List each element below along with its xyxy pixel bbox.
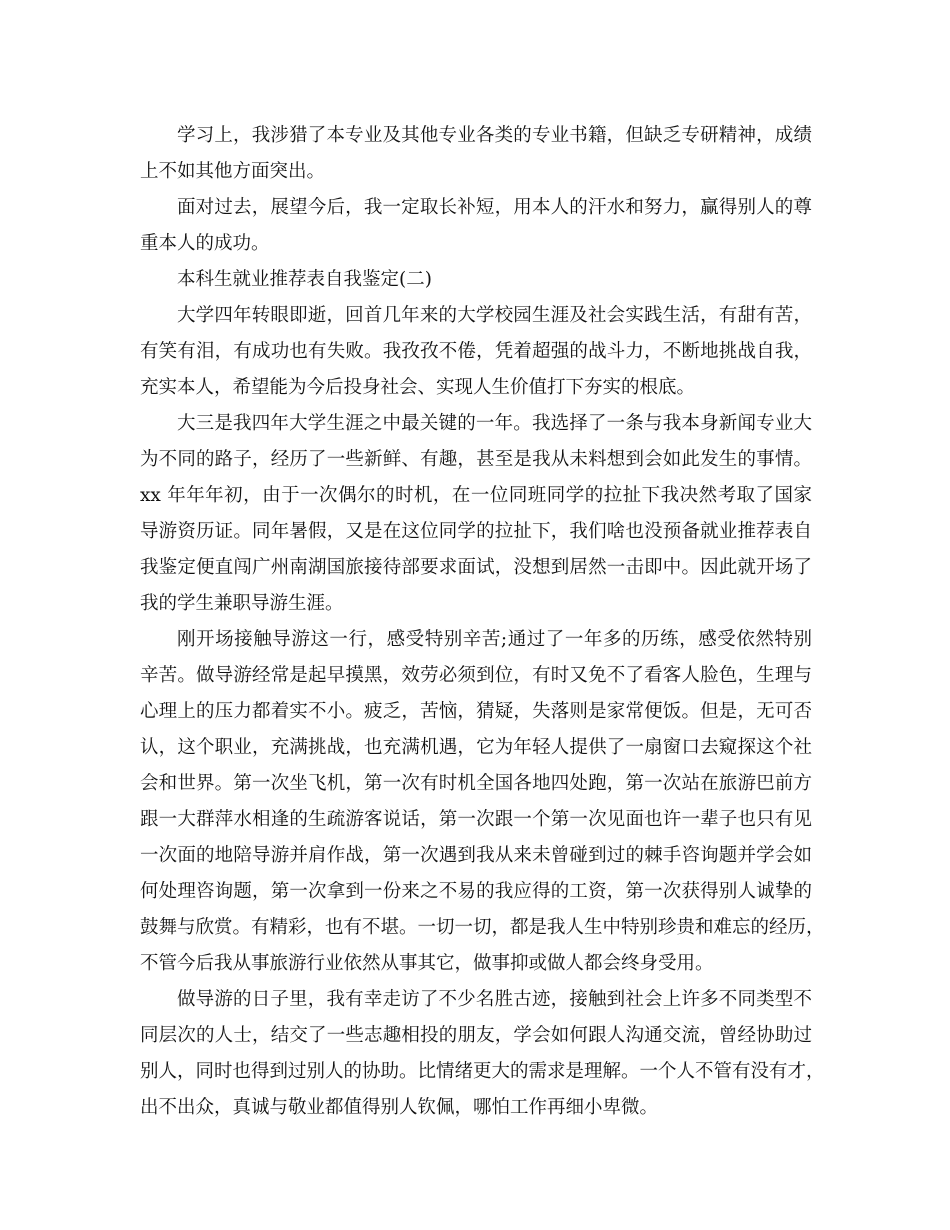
text-line: 为不同的路子，经历了一些新鲜、有趣，甚至是我从未料想到会如此发生的事情。 [140, 449, 812, 470]
text-line: 同层次的人士，结交了一些志趣相投的朋友，学会如何跟人沟通交流，曾经协助过 [140, 1025, 812, 1046]
text-line: 学习上，我涉猎了本专业及其他专业各类的专业书籍，但缺乏专研精神，成绩 [177, 125, 812, 146]
text-line: 何处理咨询题，第一次拿到一份来之不易的我应得的工资，第一次获得别人诚挚的 [140, 881, 812, 902]
text-line: 重本人的成功。 [140, 233, 270, 254]
text-line: 别人，同时也得到过别人的协助。比情绪更大的需求是理解。一个人不管有没有才， [140, 1061, 825, 1082]
text-line: 跟一大群萍水相逢的生疏游客说话，第一次跟一个第一次见面也许一辈子也只有见 [140, 809, 812, 830]
text-line: 做导游的日子里，我有幸走访了不少名胜古迹，接触到社会上许多不同类型不 [177, 989, 812, 1010]
text-line: 面对过去，展望今后，我一定取长补短，用本人的汗水和努力，赢得别人的尊 [177, 197, 812, 218]
text-line: 本科生就业推荐表自我鉴定(二) [177, 269, 432, 290]
text-line: 辛苦。做导游经常是起早摸黑，效劳必须到位，有时又免不了看客人脸色，生理与 [140, 665, 812, 686]
text-line: 不管今后我从事旅游行业依然从事其它，做事抑或做人都会终身受用。 [140, 953, 714, 974]
text-line: 刚开场接触导游这一行，感受特别辛苦;通过了一年多的历练，感受依然特别 [177, 629, 812, 650]
text-line: 有笑有泪，有成功也有失败。我孜孜不倦，凭着超强的战斗力，不断地挑战自我， [140, 341, 812, 362]
text-line: 导游资历证。同年暑假，又是在这位同学的拉扯下，我们啥也没预备就业推荐表自 [140, 521, 812, 542]
text-line: 充实本人，希望能为今后投身社会、实现人生价值打下夯实的根底。 [140, 377, 696, 398]
text-line: 会和世界。第一次坐飞机，第一次有时机全国各地四处跑，第一次站在旅游巴前方 [140, 773, 812, 794]
text-line: xx 年年年初，由于一次偶尔的时机，在一位同班同学的拉扯下我决然考取了国家 [140, 485, 812, 506]
text-line: 大学四年转眼即逝，回首几年来的大学校园生涯及社会实践生活，有甜有苦， [177, 305, 812, 326]
text-line: 我鉴定便直闯广州南湖国旅接待部要求面试，没想到居然一击即中。因此就开场了 [140, 557, 812, 578]
text-line: 出不出众，真诚与敬业都值得别人钦佩，哪怕工作再细小卑微。 [140, 1097, 659, 1118]
text-line: 认，这个职业，充满挑战，也充满机遇，它为年轻人提供了一扇窗口去窥探这个社 [140, 737, 812, 758]
text-line: 心理上的压力都着实不小。疲乏，苦恼，猜疑，失落则是家常便饭。但是，无可否 [140, 701, 812, 722]
document-body [140, 118, 825, 1126]
text-line: 一次面的地陪导游并肩作战，第一次遇到我从来未曾碰到过的棘手咨询题并学会如 [140, 845, 812, 866]
text-line: 上不如其他方面突出。 [140, 161, 326, 182]
text-line: 我的学生兼职导游生涯。 [140, 593, 344, 614]
text-line: 鼓舞与欣赏。有精彩，也有不堪。一切一切，都是我人生中特别珍贵和难忘的经历， [140, 917, 825, 938]
text-line: 大三是我四年大学生涯之中最关键的一年。我选择了一条与我本身新闻专业大 [177, 413, 812, 434]
